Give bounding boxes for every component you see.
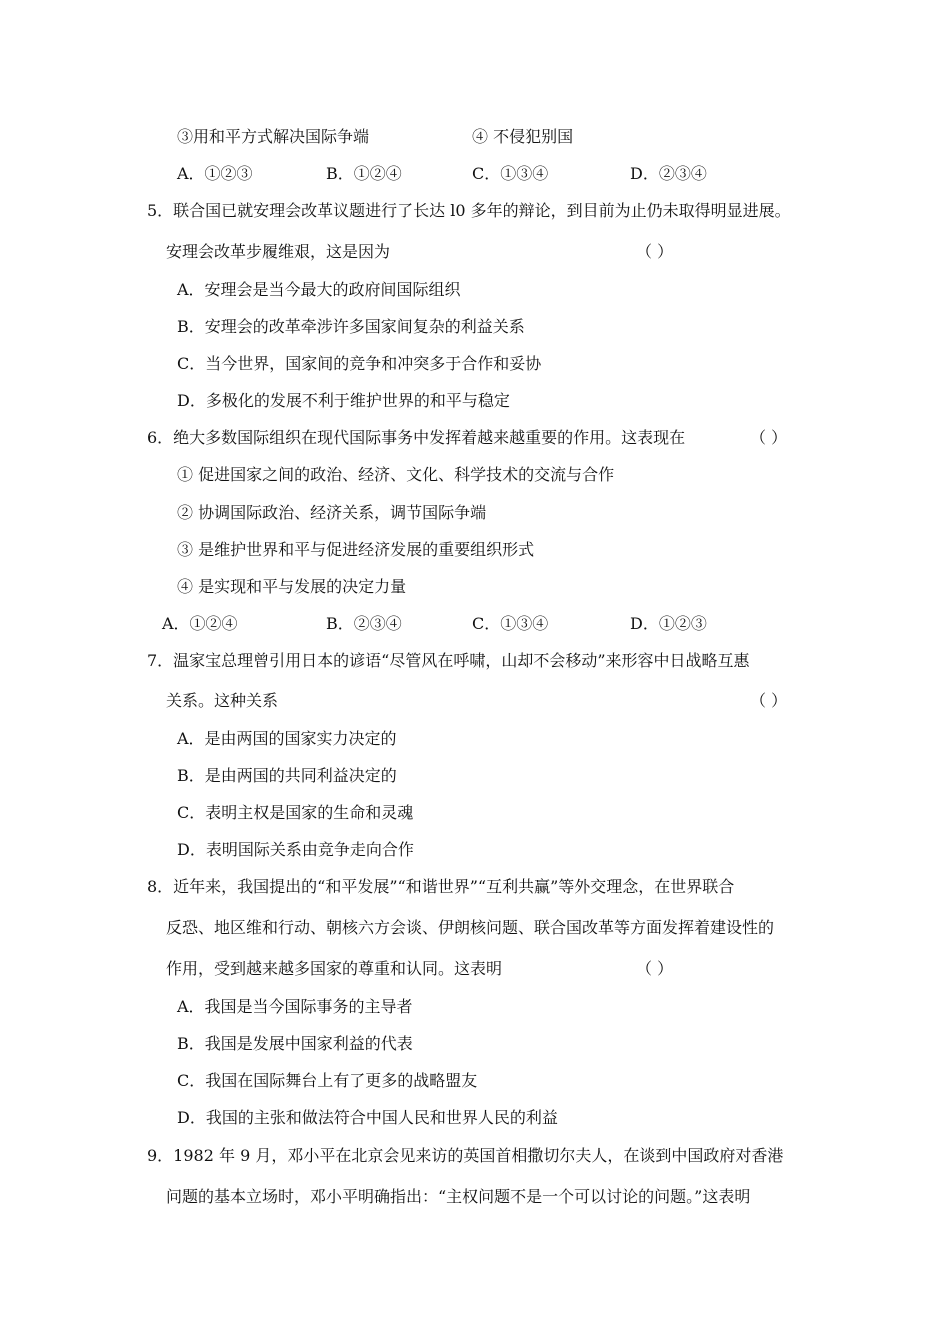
q5-option-b: B．安理会的改革牵涉许多国家间复杂的利益关系 [177, 317, 525, 336]
q4-option-4: ④ 不侵犯别国 [472, 127, 574, 146]
q8-option-c: C．我国在国际舞台上有了更多的战略盟友 [177, 1071, 478, 1090]
q7-stem-line1: 7．温家宝总理曾引用日本的谚语“尽管风在呼啸，山却不会移动”来形容中日战略互惠 [147, 651, 750, 670]
q8-option-d: D．我国的主张和做法符合中国人民和世界人民的利益 [177, 1108, 558, 1127]
q5-answer-paren: （ ） [636, 242, 674, 261]
q5-option-d: D．多极化的发展不利于维护世界的和平与稳定 [177, 391, 510, 410]
q8-answer-paren: （ ） [636, 959, 674, 978]
q7-answer-paren: （ ） [750, 691, 788, 710]
q6-item-1: ① 促进国家之间的政治、经济、文化、科学技术的交流与合作 [177, 465, 615, 484]
q6-answer-paren: （ ） [750, 428, 788, 447]
q6-item-2: ② 协调国际政治、经济关系，调节国际争端 [177, 503, 487, 522]
q4-choice-b: B．①②④ [326, 164, 402, 183]
q5-stem-line1: 5．联合国已就安理会改革议题进行了长达 l0 多年的辩论，到目前为止仍未取得明显进展。 [147, 201, 791, 220]
q7-option-b: B．是由两国的共同利益决定的 [177, 766, 397, 785]
q7-option-a: A．是由两国的国家实力决定的 [177, 729, 397, 748]
q6-choice-a: A．①②④ [162, 614, 238, 633]
q9-stem-line1: 9．1982 年 9 月，邓小平在北京会见来访的英国首相撒切尔夫人，在谈到中国政府对香港 [147, 1146, 784, 1165]
q7-stem-line2: 关系。这种关系 [166, 691, 279, 710]
q4-choice-a: A．①②③ [177, 164, 253, 183]
q8-option-b: B．我国是发展中国家利益的代表 [177, 1034, 413, 1053]
q7-option-c: C．表明主权是国家的生命和灵魂 [177, 803, 414, 822]
q5-option-c: C．当今世界，国家间的竞争和冲突多于合作和妥协 [177, 354, 542, 373]
q7-option-d: D．表明国际关系由竞争走向合作 [177, 840, 414, 859]
q8-option-a: A．我国是当今国际事务的主导者 [177, 997, 413, 1016]
q6-stem: 6．绝大多数国际组织在现代国际事务中发挥着越来越重要的作用。这表现在 [147, 428, 686, 447]
q5-option-a: A．安理会是当今最大的政府间国际组织 [177, 280, 461, 299]
q6-choice-c: C．①③④ [472, 614, 549, 633]
q4-choice-d: D．②③④ [630, 164, 707, 183]
q8-stem-line3: 作用，受到越来越多国家的尊重和认同。这表明 [166, 959, 503, 978]
q6-choice-b: B．②③④ [326, 614, 402, 633]
q8-stem-line2: 反恐、地区维和行动、朝核六方会谈、伊朗核问题、联合国改革等方面发挥着建设性的 [166, 918, 775, 937]
q4-choice-c: C．①③④ [472, 164, 549, 183]
q6-choice-d: D．①②③ [630, 614, 707, 633]
q6-item-3: ③ 是维护世界和平与促进经济发展的重要组织形式 [177, 540, 535, 559]
q8-stem-line1: 8．近年来，我国提出的“和平发展”“和谐世界”“互利共赢”等外交理念，在世界联合 [147, 877, 735, 896]
q4-option-3: ③用和平方式解决国际争端 [177, 127, 370, 146]
q9-stem-line2: 问题的基本立场时，邓小平明确指出：“主权问题不是一个可以讨论的问题。”这表明 [166, 1187, 751, 1206]
q5-stem-line2: 安理会改革步履维艰，这是因为 [166, 242, 391, 261]
q6-item-4: ④ 是实现和平与发展的决定力量 [177, 577, 407, 596]
